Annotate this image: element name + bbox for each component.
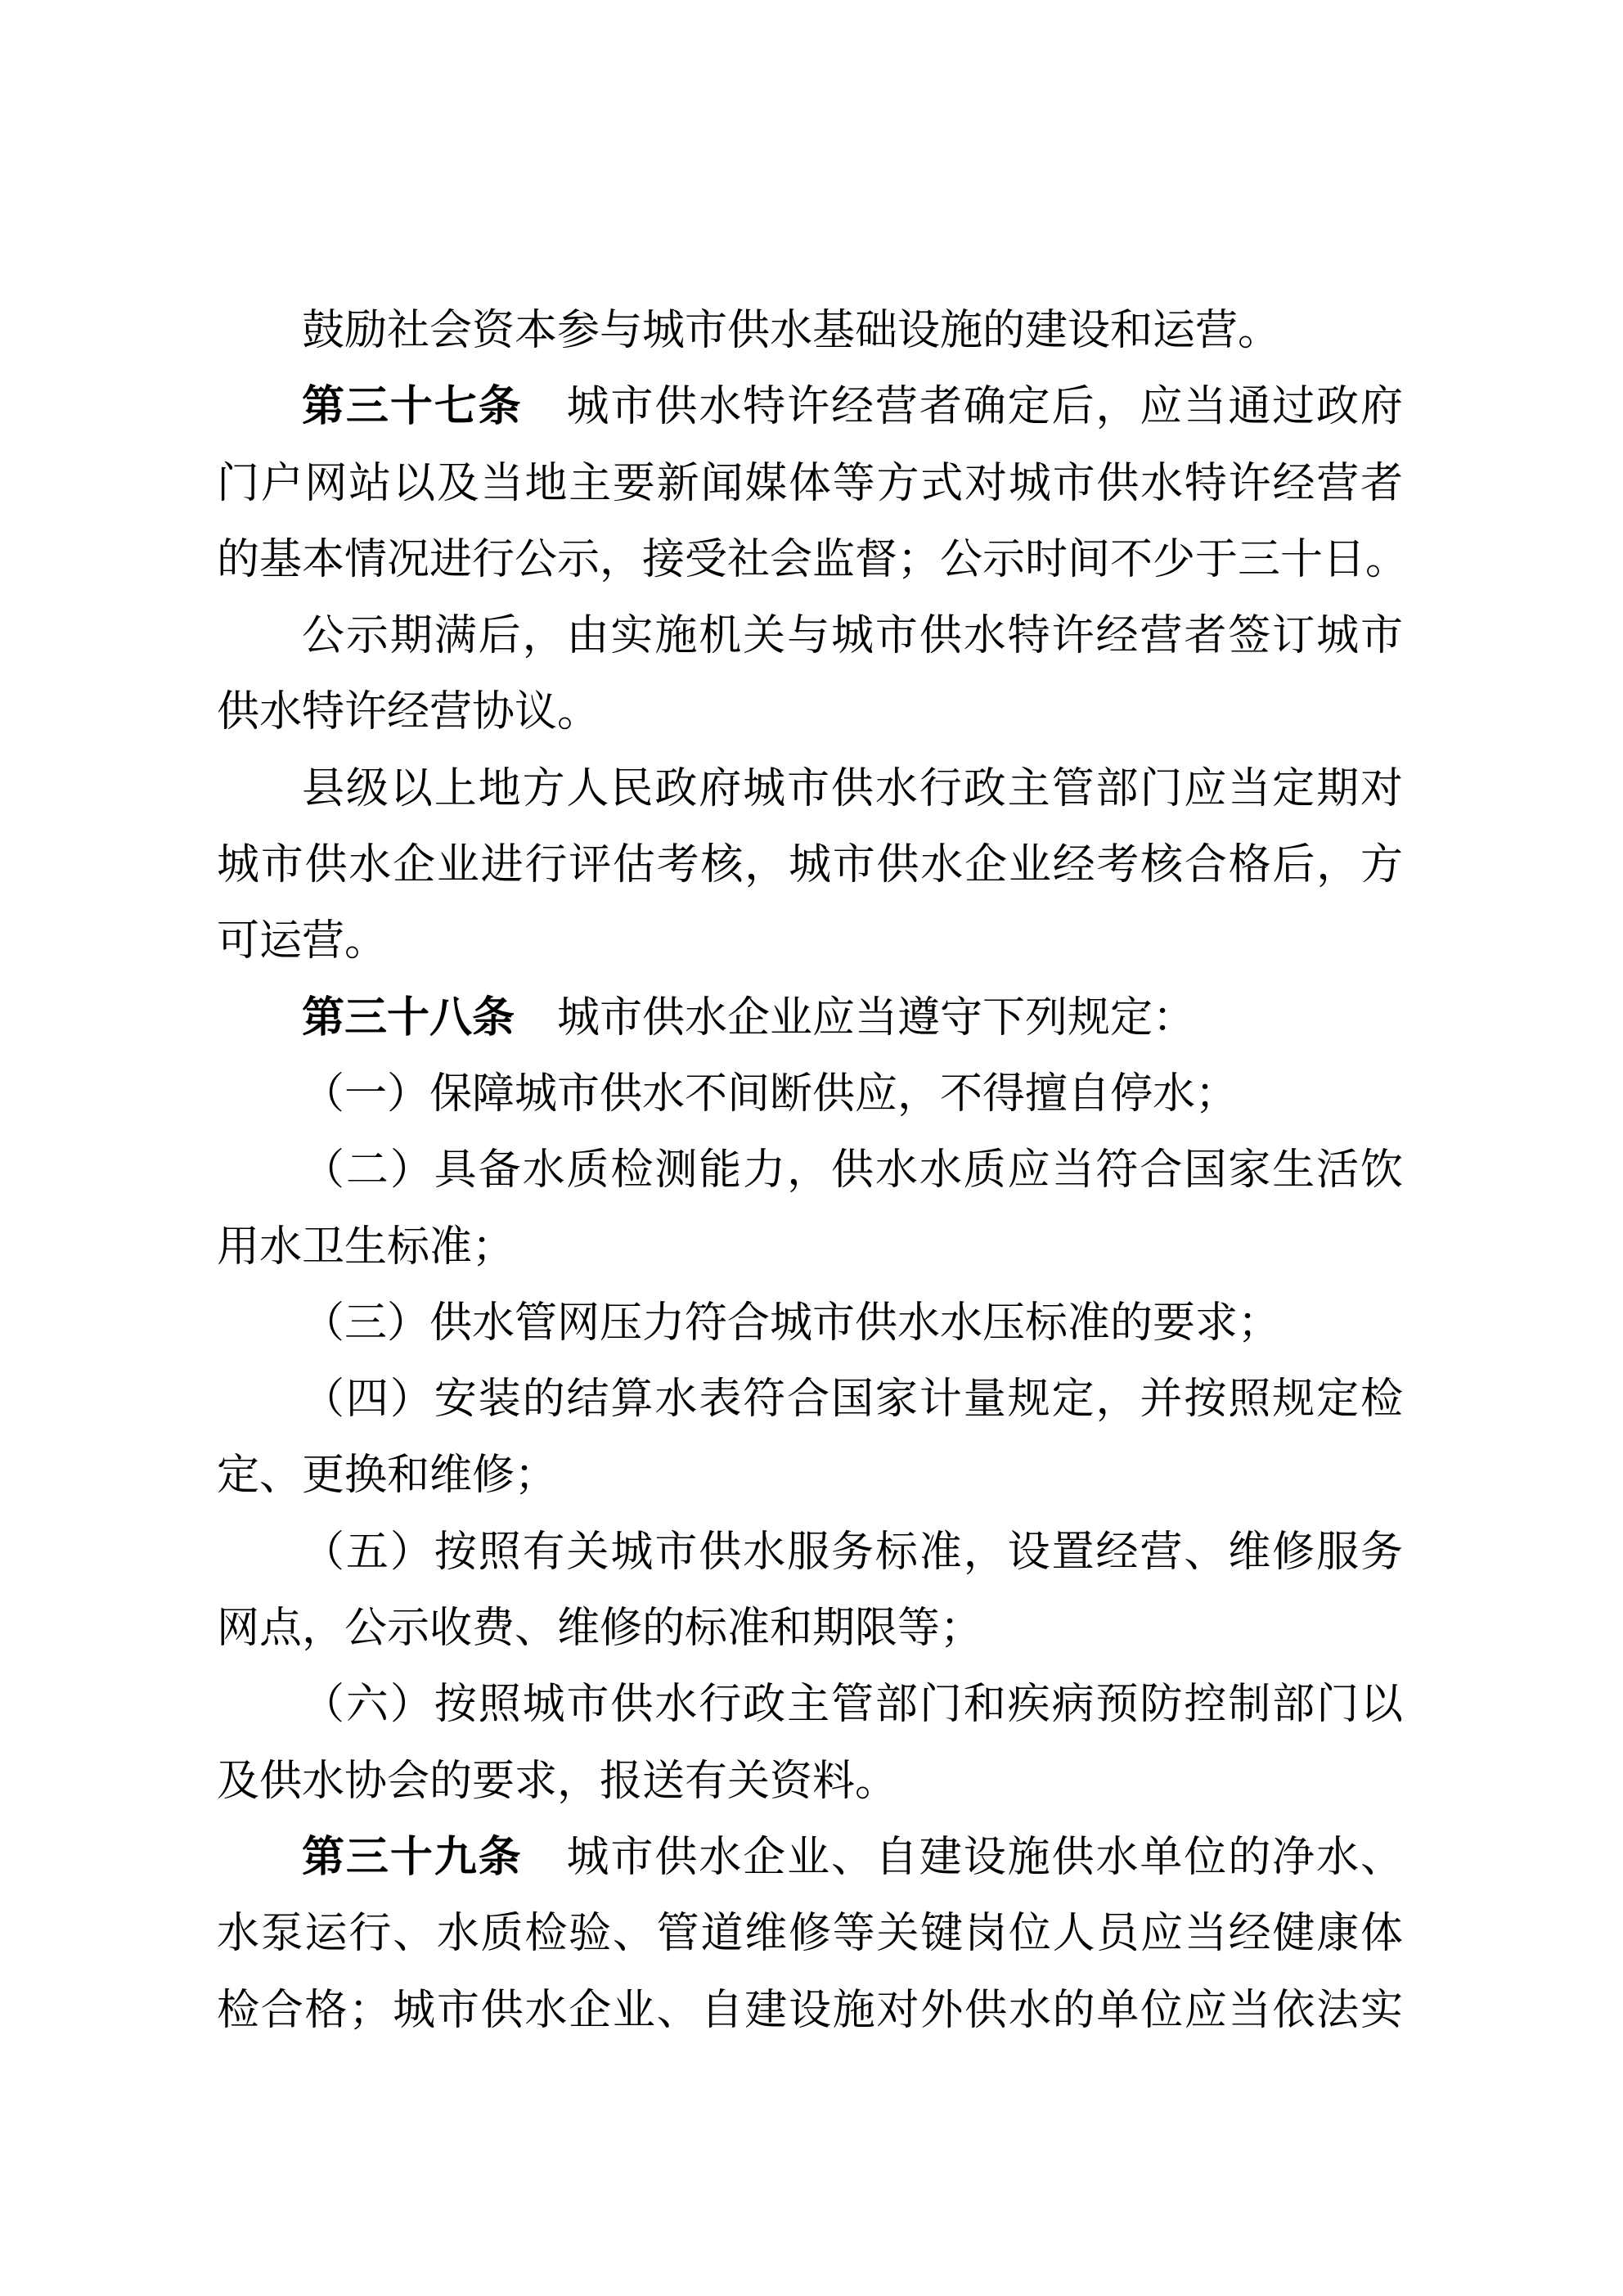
article-number: 第三十八条 [302, 993, 515, 1042]
text-line [217, 1362, 1403, 1438]
text-line [217, 1438, 1403, 1514]
text-line [217, 827, 1403, 903]
line-text: （四）安装的结算水表符合国家计量规定，并按照规定检 [302, 1376, 1403, 1424]
text-line [217, 1896, 1403, 1972]
line-text: 定、更换和维修； [217, 1452, 558, 1500]
line-text: 网点，公示收费、维修的标准和期限等； [217, 1605, 983, 1653]
line-text: 可运营。 [217, 918, 388, 966]
text-line [217, 1591, 1403, 1667]
text-line [217, 1056, 1403, 1132]
text-line [217, 1973, 1403, 2049]
line-text: （一）保障城市供水不间断供应，不得擅自停水； [302, 1070, 1239, 1118]
text-line [217, 1132, 1403, 1209]
text-line [217, 903, 1403, 979]
line-text: 的基本情况进行公示，接受社会监督；公示时间不少于三十日。 [217, 536, 1409, 583]
line-text: 鼓励社会资本参与城市供水基础设施的建设和运营。 [302, 308, 1281, 354]
line-text: 供水特许经营协议。 [217, 689, 600, 736]
text-line [217, 1744, 1403, 1820]
line-text: 城市供水企业、自建设施供水单位的净水、 [522, 1834, 1403, 1881]
text-line [217, 293, 1403, 369]
text-line [217, 1820, 1403, 1896]
line-text: 及供水协会的要求，报送有关资料。 [217, 1758, 898, 1805]
line-text: 公示期满后，由实施机关与城市供水特许经营者签订城市 [302, 613, 1403, 660]
line-text: 检合格；城市供水企业、自建设施对外供水的单位应当依法实 [217, 1987, 1403, 2034]
article-number: 第三十七条 [302, 383, 523, 431]
article-number: 第三十九条 [302, 1833, 523, 1881]
line-text: （六）按照城市供水行政主管部门和疾病预防控制部门以 [302, 1681, 1403, 1729]
line-text: （二）具备水质检测能力，供水水质应当符合国家生活饮 [302, 1147, 1403, 1195]
text-line [217, 980, 1403, 1056]
line-text: 门户网站以及当地主要新闻媒体等方式对城市供水特许经营者 [217, 460, 1403, 507]
text-line [217, 1667, 1403, 1743]
line-text: 城市供水企业进行评估考核，城市供水企业经考核合格后，方 [217, 842, 1403, 889]
line-text: 用水卫生标准； [217, 1223, 515, 1271]
line-text: 水泵运行、水质检验、管道维修等关键岗位人员应当经健康体 [217, 1911, 1403, 1958]
text-line [217, 751, 1403, 827]
line-text: 县级以上地方人民政府城市供水行政主管部门应当定期对 [302, 765, 1403, 813]
text-line [217, 598, 1403, 674]
text-line [217, 1515, 1403, 1591]
document-body [217, 293, 1409, 2049]
text-line [217, 446, 1403, 522]
text-line [217, 522, 1409, 598]
text-line [217, 369, 1403, 445]
text-line [217, 674, 1403, 750]
line-text: 城市供水企业应当遵守下列规定： [515, 994, 1196, 1042]
line-text: 城市供水特许经营者确定后，应当通过政府 [522, 384, 1403, 431]
line-text: （三）供水管网压力符合城市供水水压标准的要求； [302, 1299, 1281, 1347]
text-line [217, 1209, 1403, 1285]
text-line [217, 1285, 1403, 1362]
line-text: （五）按照有关城市供水服务标准，设置经营、维修服务 [302, 1528, 1403, 1576]
